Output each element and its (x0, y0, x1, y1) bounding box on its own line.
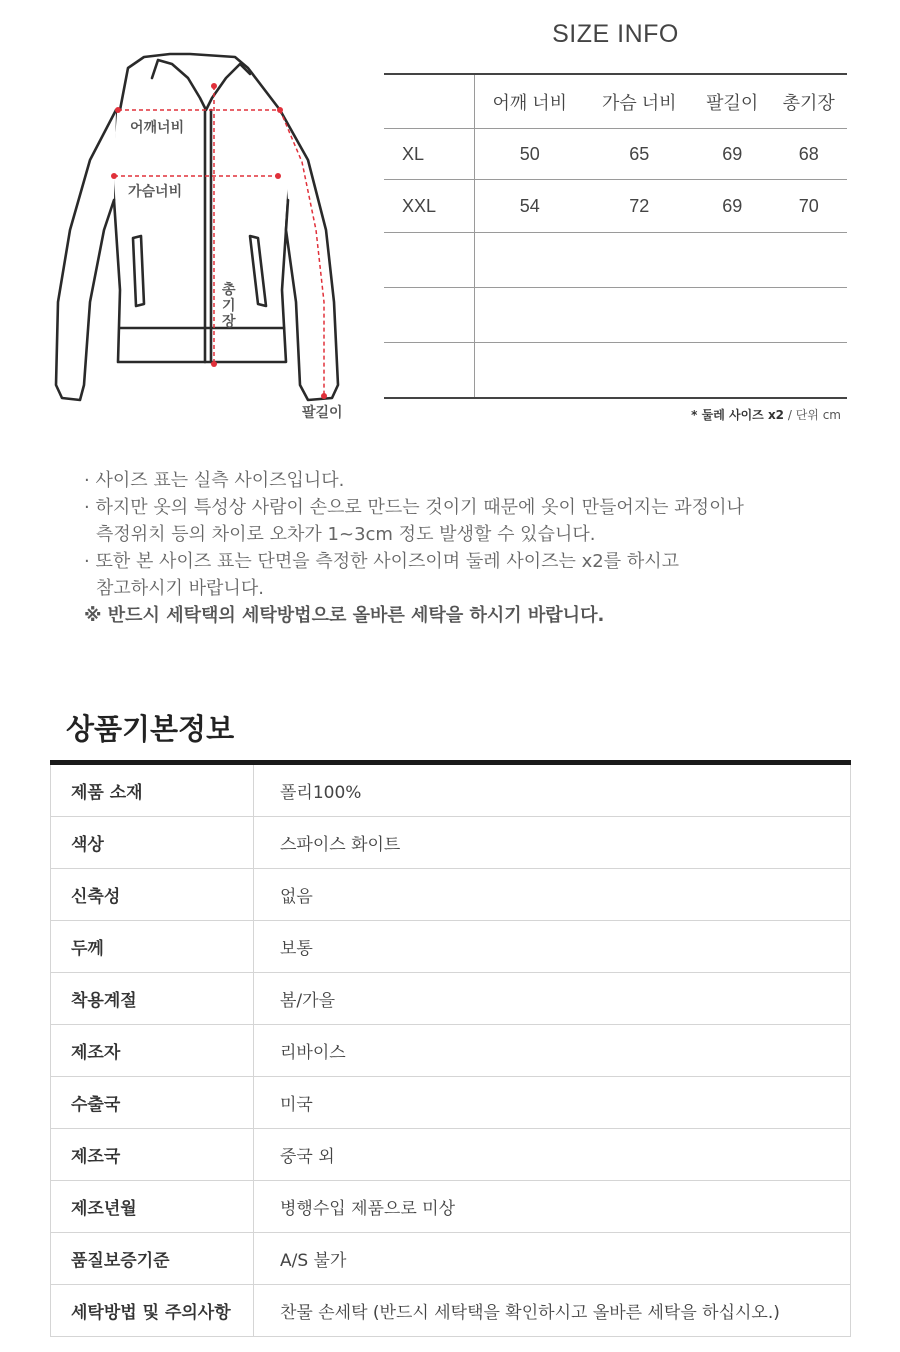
info-value: 없음 (254, 869, 851, 921)
size-cell: 54 (475, 180, 585, 233)
size-cell: 72 (585, 180, 694, 233)
length-label-3: 장 (222, 314, 236, 330)
info-row (51, 1285, 851, 1337)
size-label: XL (384, 129, 475, 180)
info-row (51, 921, 851, 973)
chest-label: 가슴너비 (128, 184, 183, 200)
size-header-sleeve: 팔길이 (694, 74, 771, 129)
size-note-bold: * 둘레 사이즈 x2 (691, 408, 785, 422)
size-cell: 50 (475, 129, 585, 180)
jacket-left-sleeve (56, 110, 116, 400)
size-row-empty (384, 288, 847, 343)
note-line: · 사이즈 표는 실측 사이즈입니다. (84, 470, 345, 491)
note-line: · 하지만 옷의 특성상 사람이 손으로 만드는 것이기 때문에 옷이 만들어지는 과정이나 (84, 497, 744, 518)
product-info-table (50, 760, 851, 1337)
info-row (51, 1233, 851, 1285)
size-row-empty (384, 233, 847, 288)
info-value: 병행수입 제품으로 미상 (254, 1181, 851, 1233)
info-value: 중국 외 (254, 1129, 851, 1181)
info-value: 찬물 손세탁 (반드시 세탁택을 확인하시고 올바른 세탁을 하십시오.) (254, 1285, 851, 1337)
info-label: 세탁방법 및 주의사항 (51, 1285, 254, 1337)
info-value: 미국 (254, 1077, 851, 1129)
size-cell: 69 (694, 129, 771, 180)
length-label-1: 총 (222, 282, 236, 298)
info-value: 스파이스 화이트 (254, 817, 851, 869)
size-row-empty (384, 343, 847, 398)
note-line: · 또한 본 사이즈 표는 단면을 측정한 사이즈이며 둘레 사이즈는 x2를 하시고 (84, 551, 680, 572)
info-label: 품질보증기준 (51, 1233, 254, 1285)
size-cell: 69 (694, 180, 771, 233)
size-notes (84, 467, 864, 629)
size-info-title: SIZE INFO (552, 20, 679, 48)
product-info-title: 상품기본정보 (66, 712, 235, 746)
size-table-header (384, 74, 847, 129)
size-cell: 68 (770, 129, 847, 180)
size-cell: 65 (585, 129, 694, 180)
size-row-xl (384, 129, 847, 180)
info-value: A/S 불가 (254, 1233, 851, 1285)
size-header-shoulder: 어깨 너비 (475, 74, 585, 129)
size-header-empty (384, 74, 475, 129)
size-header-length: 총기장 (770, 74, 847, 129)
note-line: 측정위치 등의 차이로 오차가 1~3cm 정도 발생할 수 있습니다. (96, 524, 596, 545)
jacket-measurement-diagram (40, 40, 370, 440)
info-label: 신축성 (51, 869, 254, 921)
size-note-rest: / 단위 cm (784, 408, 841, 422)
shoulder-label: 어깨너비 (130, 120, 185, 136)
size-cell: 70 (770, 180, 847, 233)
info-row (51, 1181, 851, 1233)
info-label: 색상 (51, 817, 254, 869)
length-label-2: 기 (222, 298, 236, 314)
info-label: 착용계절 (51, 973, 254, 1025)
info-label: 제조년월 (51, 1181, 254, 1233)
sleeve-label: 팔길이 (302, 405, 343, 421)
note-line: 참고하시기 바랍니다. (96, 578, 264, 599)
size-row-xxl (384, 180, 847, 233)
size-table (384, 73, 847, 399)
washing-warning: ※ 반드시 세탁택의 세탁방법으로 올바른 세탁을 하시기 바랍니다. (84, 605, 605, 626)
info-label: 제품 소재 (51, 763, 254, 817)
info-row (51, 869, 851, 921)
info-row (51, 973, 851, 1025)
info-label: 수출국 (51, 1077, 254, 1129)
info-label: 제조국 (51, 1129, 254, 1181)
info-value: 봄/가을 (254, 973, 851, 1025)
size-unit-note (384, 406, 841, 423)
info-row (51, 763, 851, 817)
info-value: 폴리100% (254, 763, 851, 817)
info-row (51, 817, 851, 869)
info-row (51, 1025, 851, 1077)
size-label: XXL (384, 180, 475, 233)
info-row (51, 1129, 851, 1181)
size-header-chest: 가슴 너비 (585, 74, 694, 129)
jacket-right-sleeve (280, 110, 338, 400)
jacket-left-pocket (133, 236, 144, 306)
info-label: 제조자 (51, 1025, 254, 1077)
info-label: 두께 (51, 921, 254, 973)
info-value: 리바이스 (254, 1025, 851, 1077)
info-value: 보통 (254, 921, 851, 973)
info-row (51, 1077, 851, 1129)
